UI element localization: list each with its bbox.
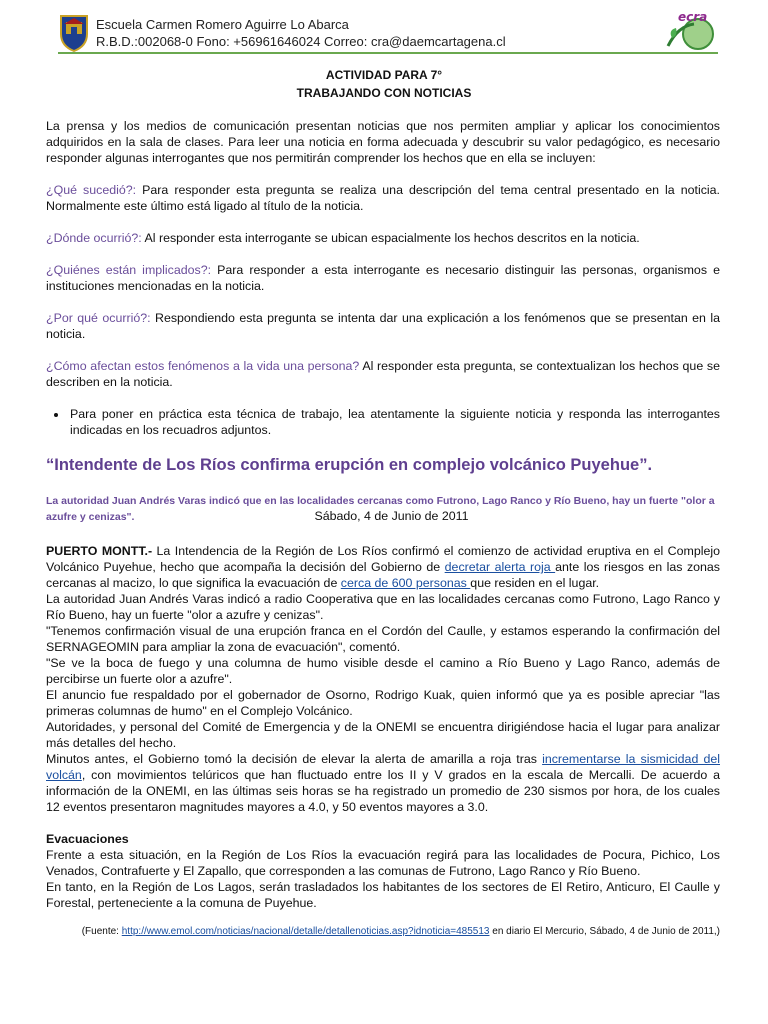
article-paragraph: La autoridad Juan Andrés Varas indicó a radio Cooperativa que en las localidades cercanas como Futrono, Lago Ranco y Río Bueno, hay un fuerte "olor a azufre y cenizas". xyxy=(46,592,720,622)
school-crest-icon xyxy=(58,12,90,52)
article-dateline: PUERTO MONTT.- xyxy=(46,544,153,558)
document-header xyxy=(58,12,718,54)
question-label: ¿Por qué ocurrió?: xyxy=(46,311,151,325)
article-paragraph xyxy=(46,751,720,815)
question-paragraph xyxy=(46,182,720,214)
news-headline: “Intendente de Los Ríos confirma erupción en complejo volcánico Puyehue”. xyxy=(46,456,653,474)
link-600-personas[interactable]: cerca de 600 personas xyxy=(340,576,471,590)
intro-paragraph: La prensa y los medios de comunicación presentan noticias que nos permiten ampliar y aplicar los conocimientos adquiridos en la sala de clases. Para leer una noticia en forma adecuada y descubrir su valor pedagógico, es necesario responder algunas interrogantes que nos permitirán comprender los hechos que en ella se incluyen: xyxy=(46,119,720,165)
ecra-logo-icon xyxy=(664,8,718,52)
title-line-2: TRABAJANDO CON NOTICIAS xyxy=(296,86,472,100)
question-label: ¿Dónde ocurrió?: xyxy=(46,231,142,245)
subheadline-text: La autoridad Juan Andrés Varas indicó que en las localidades cercanas como Futrono, Lago Ranco y Río Bueno, hay un fuerte "olor a azufre y cenizas". xyxy=(46,495,715,523)
article-text: Minutos antes, el Gobierno tomó la decisión de elevar la alerta de amarilla a roja tras xyxy=(46,752,543,766)
article-paragraph: "Se ve la boca de fuego y una columna de humo visible desde el camino a Río Bueno y Lago Ranco, además de percibirse un fuerte olor a azufre". xyxy=(46,656,720,686)
article-paragraph: En tanto, en la Región de Los Lagos, serán trasladados los habitantes de los sectores de El Retiro, Anticuro, El Caulle y Forestal, perteneciente a la comuna de Puyehue. xyxy=(46,880,720,910)
article-paragraph: Autoridades, y personal del Comité de Emergencia y de la ONEMI se encuentra dirigiéndose hacia el lugar para analizar más detalles del hecho. xyxy=(46,720,720,750)
question-explanation: Para responder a esta interrogante es necesario distinguir las personas, organismos e instituciones mencionadas en la noticia. xyxy=(46,263,720,293)
title-line-1: ACTIVIDAD PARA 7° xyxy=(325,68,443,82)
school-name: Escuela Carmen Romero Aguirre Lo Abarca xyxy=(96,17,349,32)
question-explanation: Para responder esta pregunta se realiza una descripción del tema central presentado en la noticia. Normalmente este último está ligado al título de la noticia. xyxy=(46,183,720,213)
question-explanation: Respondiendo esta pregunta se intenta dar una explicación a los fenómenos que se presentan en la noticia. xyxy=(46,311,720,341)
link-sismicidad[interactable]: incrementarse la sismicidad del volcán xyxy=(46,752,720,782)
article-text: que residen en el lugar. xyxy=(470,576,600,590)
logo-text: ecra xyxy=(678,10,708,24)
article-paragraph: Frente a esta situación, en la Región de Los Ríos la evacuación regirá para las localidades de Pocura, Pichico, Los Venados, Contrafuerte y El Zapallo, que corresponden a las comunas de Futrono, Lago Ranco y Río Bueno. xyxy=(46,848,720,878)
section-title: Evacuaciones xyxy=(46,832,129,846)
question-explanation: Al responder esta pregunta, se contextualizan los hechos que se describen en la noticia. xyxy=(46,359,720,389)
question-paragraph xyxy=(46,230,720,246)
question-paragraph xyxy=(46,262,720,294)
activity-title xyxy=(0,66,768,102)
question-paragraph xyxy=(46,358,720,390)
article-paragraph: El anuncio fue respaldado por el gobernador de Osorno, Rodrigo Kuak, quien informó que ya es posible apreciar "las primeras columnas de humo" en el Complejo Volcánico. xyxy=(46,688,720,718)
article-text: La Intendencia de la Región de Los Ríos confirmó el comienzo de actividad eruptiva en el Complejo Volcánico Puyehue, hecho que acompaña la decisión del Gobierno de xyxy=(46,544,720,574)
article-paragraph xyxy=(46,543,720,591)
school-contact: R.B.D.:002068-0 Fono: +56961646024 Correo: cra@daemcartagena.cl xyxy=(96,34,506,49)
document-body xyxy=(46,118,720,939)
news-date: Sábado, 4 de Junio de 2011 xyxy=(314,509,469,523)
link-alerta-roja[interactable]: decretar alerta roja xyxy=(444,560,556,574)
question-label: ¿Quiénes están implicados?: xyxy=(46,263,212,277)
article-paragraph: "Tenemos confirmación visual de una erupción franca en el Cordón del Caulle, y estamos esperando la confirmación del SERNAGEOMIN para ampliar la zona de evacuación", comentó. xyxy=(46,624,720,654)
instruction-list xyxy=(46,406,720,438)
news-subheadline xyxy=(46,494,720,525)
article-text: ante los riesgos en las zonas cercanas al macizo, lo que significa la evacuación de xyxy=(46,560,721,590)
question-label: ¿Qué sucedió?: xyxy=(46,183,137,197)
source-suffix: en diario El Mercurio, Sábado, 4 de Junio de 2011,) xyxy=(489,926,720,937)
question-explanation: Al responder esta interrogante se ubican espacialmente los hechos descritos en la noticia. xyxy=(141,231,640,245)
source-link[interactable]: http://www.emol.com/noticias/nacional/detalle/detallenoticias.asp?idnoticia=485513 xyxy=(121,926,490,937)
question-label: ¿Cómo afectan estos fenómenos a la vida una persona? xyxy=(46,359,360,373)
source-citation xyxy=(46,925,720,939)
question-paragraph xyxy=(46,310,720,342)
source-prefix: (Fuente: xyxy=(81,926,122,937)
instruction-bullet: • Para poner en práctica esta técnica de trabajo, lea atentamente la siguiente noticia y responda las interrogantes indicadas en los recuadros adjuntos. xyxy=(68,406,720,438)
news-article xyxy=(46,543,720,911)
article-text: , con movimientos telúricos que han fluctuado entre los II y V grados en la escala de Mercalli. De acuerdo a información de la ONEMI, en las últimas seis horas se ha registrado un promedio de 230 sismos por hora, de los cuales 12 eventos presentaron magnitudes mayores a 4.0, y 50 eventos mayores a 3.0. xyxy=(46,768,720,814)
